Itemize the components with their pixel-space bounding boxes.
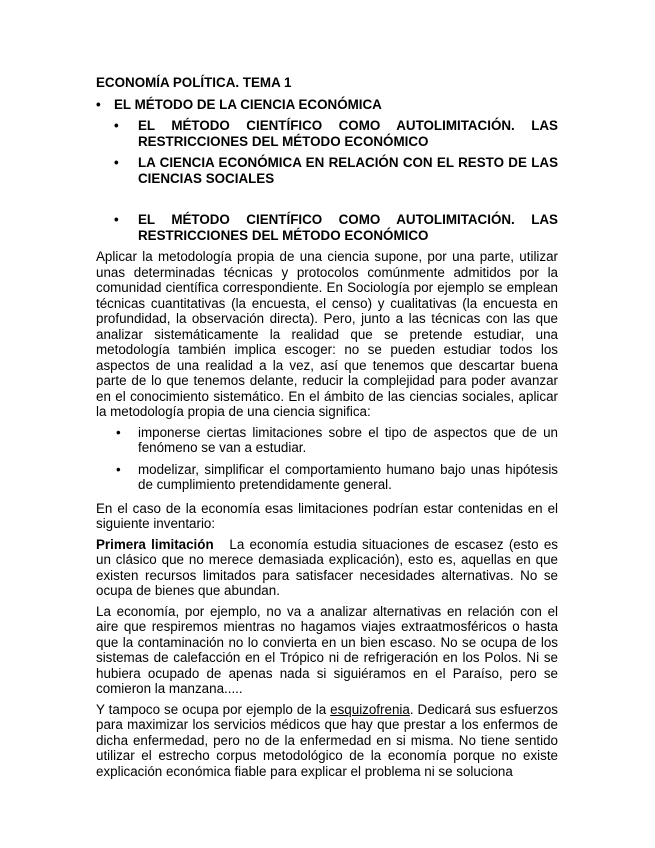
toc-item-main (96, 97, 558, 113)
paragraph-4 (96, 702, 558, 780)
bullet-icon: • (116, 424, 121, 440)
section-heading-text: EL MÉTODO CIENTÍFICO COMO AUTOLIMITACIÓN. LAS RESTRICCIONES DEL MÉTODO ECONÓMICO (138, 212, 558, 243)
toc-item-sub1 (114, 118, 558, 149)
toc-item-sub2 (114, 155, 558, 186)
toc-sub1-text: EL MÉTODO CIENTÍFICO COMO AUTOLIMITACIÓN. LAS RESTRICCIONES DEL MÉTODO ECONÓMICO (138, 118, 558, 149)
paragraph-4-end: . Dedicará sus esfuerzos para maximizar los servicios médicos que hay que prestar a los enfermos de dicha enfermedad, pero no de la enfermedad en si misma. No tiene sentido utilizar el estrecho corpus metodológico de la economía porque no existe explicación económica fiable para explicar el problema ni se soluciona (96, 701, 558, 779)
list-item-text: modelizar, simplificar el comportamiento humano bajo unas hipótesis de cumplimiento pretendidamente general. (138, 461, 558, 492)
list-item-text: imponerse ciertas limitaciones sobre el tipo de aspectos que de un fenómeno se van a estudiar. (138, 424, 558, 455)
paragraph-3: La economía, por ejemplo, no va a analizar alternativas en relación con el aire que respiremos mientras no hagamos viajes extraatmosféricos o hasta que la contaminación no lo convierta en un bien escaso. No se ocupa de los sistemas de calefacción en el Trópico ni de refrigeración en los Polos. Ni se hubiera ocupado de apenas nada si siguiéramos en el Paraíso, pero se comieron la manzana..... (96, 603, 558, 696)
limitation-label: Primera limitación (96, 536, 214, 552)
section-heading (114, 212, 558, 243)
list-item (116, 425, 558, 456)
bullet-icon: • (116, 461, 121, 477)
bullet-icon: • (114, 212, 119, 227)
paragraph-limitation (96, 537, 558, 599)
bullet-icon: • (114, 155, 119, 170)
spacer (96, 192, 558, 212)
toc-main-text: EL MÉTODO DE LA CIENCIA ECONÓMICA (114, 96, 382, 112)
document-title: ECONOMÍA POLÍTICA. TEMA 1 (96, 75, 292, 90)
toc-sub2-text: LA CIENCIA ECONÓMICA EN RELACIÓN CON EL RESTO DE LAS CIENCIAS SOCIALES (138, 155, 558, 186)
limitation-text: La economía estudia situaciones de escasez (esto es un clásico que no merece demasiada explicación), esto es, aquellas en que existen recursos limitados para satisfacer necesidades alternativas. No se ocupa de bienes que abundan. (96, 536, 558, 598)
bullet-icon: • (114, 118, 119, 133)
document-body (96, 75, 558, 784)
esquizofrenia-link[interactable]: esquizofrenia (330, 701, 410, 717)
paragraph-1: Aplicar la metodología propia de una ciencia supone, por una parte, utilizar unas determinadas técnicas y protocolos comúnmente admitidos por la comunidad científica correspondiente. En Sociología por ejemplo se emplean técnicas cuantitativas (la encuesta, el censo) y cualitativas (la encuesta en profundidad, la observación directa). Pero, junto a las técnicas con las que analizar sistemáticamente la realidad que se pretende estudiar, una metodología también implica escoger: no se pueden estudiar todos los aspectos de una realidad a la vez, así que tenemos que descartar buena parte de lo que tenemos delante, reducir la complejidad para poder avanzar en el conocimiento sistemático. En el ámbito de las ciencias sociales, aplicar la metodología propia de una ciencia significa: (96, 249, 558, 419)
list-item (116, 462, 558, 493)
bullet-icon: • (96, 96, 101, 112)
paragraph-2: En el caso de la economía esas limitaciones podrían estar contenidas en el siguiente inventario: (96, 500, 558, 531)
paragraph-4-start: Y tampoco se ocupa por ejemplo de la (96, 701, 331, 717)
bullet-list (116, 425, 558, 493)
